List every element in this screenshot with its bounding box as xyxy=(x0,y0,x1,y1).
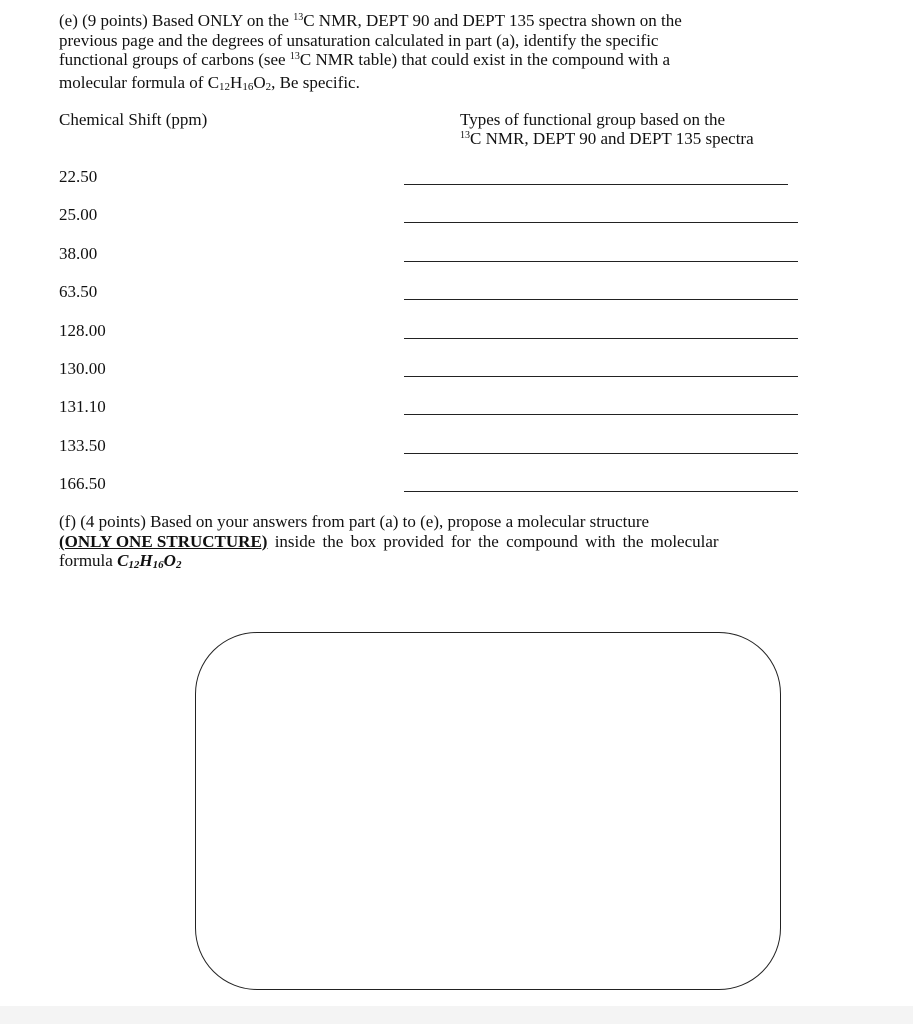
part-e-text: O xyxy=(253,72,266,92)
shift-row xyxy=(0,474,913,494)
shift-row xyxy=(0,244,913,264)
part-e-text: C NMR, DEPT 90 and DEPT 135 spectra shown on the xyxy=(303,11,682,30)
part-e-line-2: previous page and the degrees of unsaturation calculated in part (a), identify the specific xyxy=(59,30,659,50)
part-e-text: functional groups of carbons (see xyxy=(59,50,290,69)
chemical-shift-value: 22.50 xyxy=(59,167,98,186)
functional-group-header-line-1: Types of functional group based on the xyxy=(460,110,726,129)
functional-group-answer-line[interactable] xyxy=(404,491,798,492)
part-e-text: H xyxy=(230,72,243,92)
part-f-text: inside the box provided for the compound with the molecular xyxy=(267,531,719,551)
shift-row xyxy=(0,397,913,417)
shift-row xyxy=(0,436,913,456)
shift-row xyxy=(0,282,913,302)
subscript: 12 xyxy=(219,80,231,93)
functional-group-header-text: C NMR, DEPT 90 and DEPT 135 spectra xyxy=(470,129,754,148)
functional-group-answer-line[interactable] xyxy=(404,414,798,415)
part-e-question xyxy=(59,11,682,92)
subscript: 16 xyxy=(152,559,164,571)
molecular-formula xyxy=(117,551,181,570)
chemical-shift-value: 130.00 xyxy=(59,359,106,378)
only-one-structure-emphasis: (ONLY ONE STRUCTURE) xyxy=(59,531,268,551)
superscript-13: 13 xyxy=(460,130,470,141)
shift-row xyxy=(0,359,913,379)
functional-group-answer-line[interactable] xyxy=(404,299,798,300)
superscript-13: 13 xyxy=(289,51,300,62)
part-e-text: C NMR table) that could exist in the compound with a xyxy=(299,50,671,69)
part-f-line-3 xyxy=(59,551,719,571)
chemical-shift-header: Chemical Shift (ppm) xyxy=(59,110,208,129)
functional-group-header xyxy=(460,110,754,148)
part-e-text: (e) (9 points) Based ONLY on the xyxy=(59,11,294,30)
formula-o: O xyxy=(163,551,176,570)
superscript-13: 13 xyxy=(293,12,304,23)
part-f-line-2 xyxy=(59,532,719,552)
part-f-question xyxy=(59,512,719,571)
functional-group-answer-line[interactable] xyxy=(404,376,798,377)
chemical-shift-value: 38.00 xyxy=(59,244,98,263)
functional-group-answer-line[interactable] xyxy=(404,338,798,339)
shift-row xyxy=(0,167,913,187)
subscript: 2 xyxy=(265,80,272,93)
chemical-shift-value: 63.50 xyxy=(59,282,98,301)
shift-row xyxy=(0,321,913,341)
subscript: 16 xyxy=(242,80,254,93)
subscript: 2 xyxy=(175,559,182,571)
shift-row xyxy=(0,205,913,225)
functional-group-answer-line[interactable] xyxy=(404,261,798,262)
chemical-shift-value: 133.50 xyxy=(59,436,106,455)
part-e-text: , Be specific. xyxy=(271,72,360,92)
page-bottom-edge xyxy=(0,1006,913,1024)
chemical-shift-value: 166.50 xyxy=(59,474,106,493)
formula-h: H xyxy=(139,551,153,570)
chemical-shift-value: 131.10 xyxy=(59,397,106,416)
chemical-shift-value: 25.00 xyxy=(59,205,98,224)
functional-group-answer-line[interactable] xyxy=(404,222,798,223)
part-e-text: molecular formula of C xyxy=(59,72,220,92)
part-e-line-1 xyxy=(59,11,682,31)
formula-c: C xyxy=(117,551,129,570)
chemical-shift-value: 128.00 xyxy=(59,321,106,340)
structure-answer-box[interactable] xyxy=(195,632,781,990)
part-f-text: formula xyxy=(59,551,118,570)
subscript: 12 xyxy=(128,559,140,571)
part-e-line-4 xyxy=(59,73,682,93)
part-f-line-1: (f) (4 points) Based on your answers from part (a) to (e), propose a molecular structure xyxy=(59,512,650,531)
functional-group-answer-line[interactable] xyxy=(404,184,788,185)
functional-group-answer-line[interactable] xyxy=(404,453,798,454)
functional-group-header-line-2 xyxy=(460,129,754,148)
part-e-line-3 xyxy=(59,50,682,70)
